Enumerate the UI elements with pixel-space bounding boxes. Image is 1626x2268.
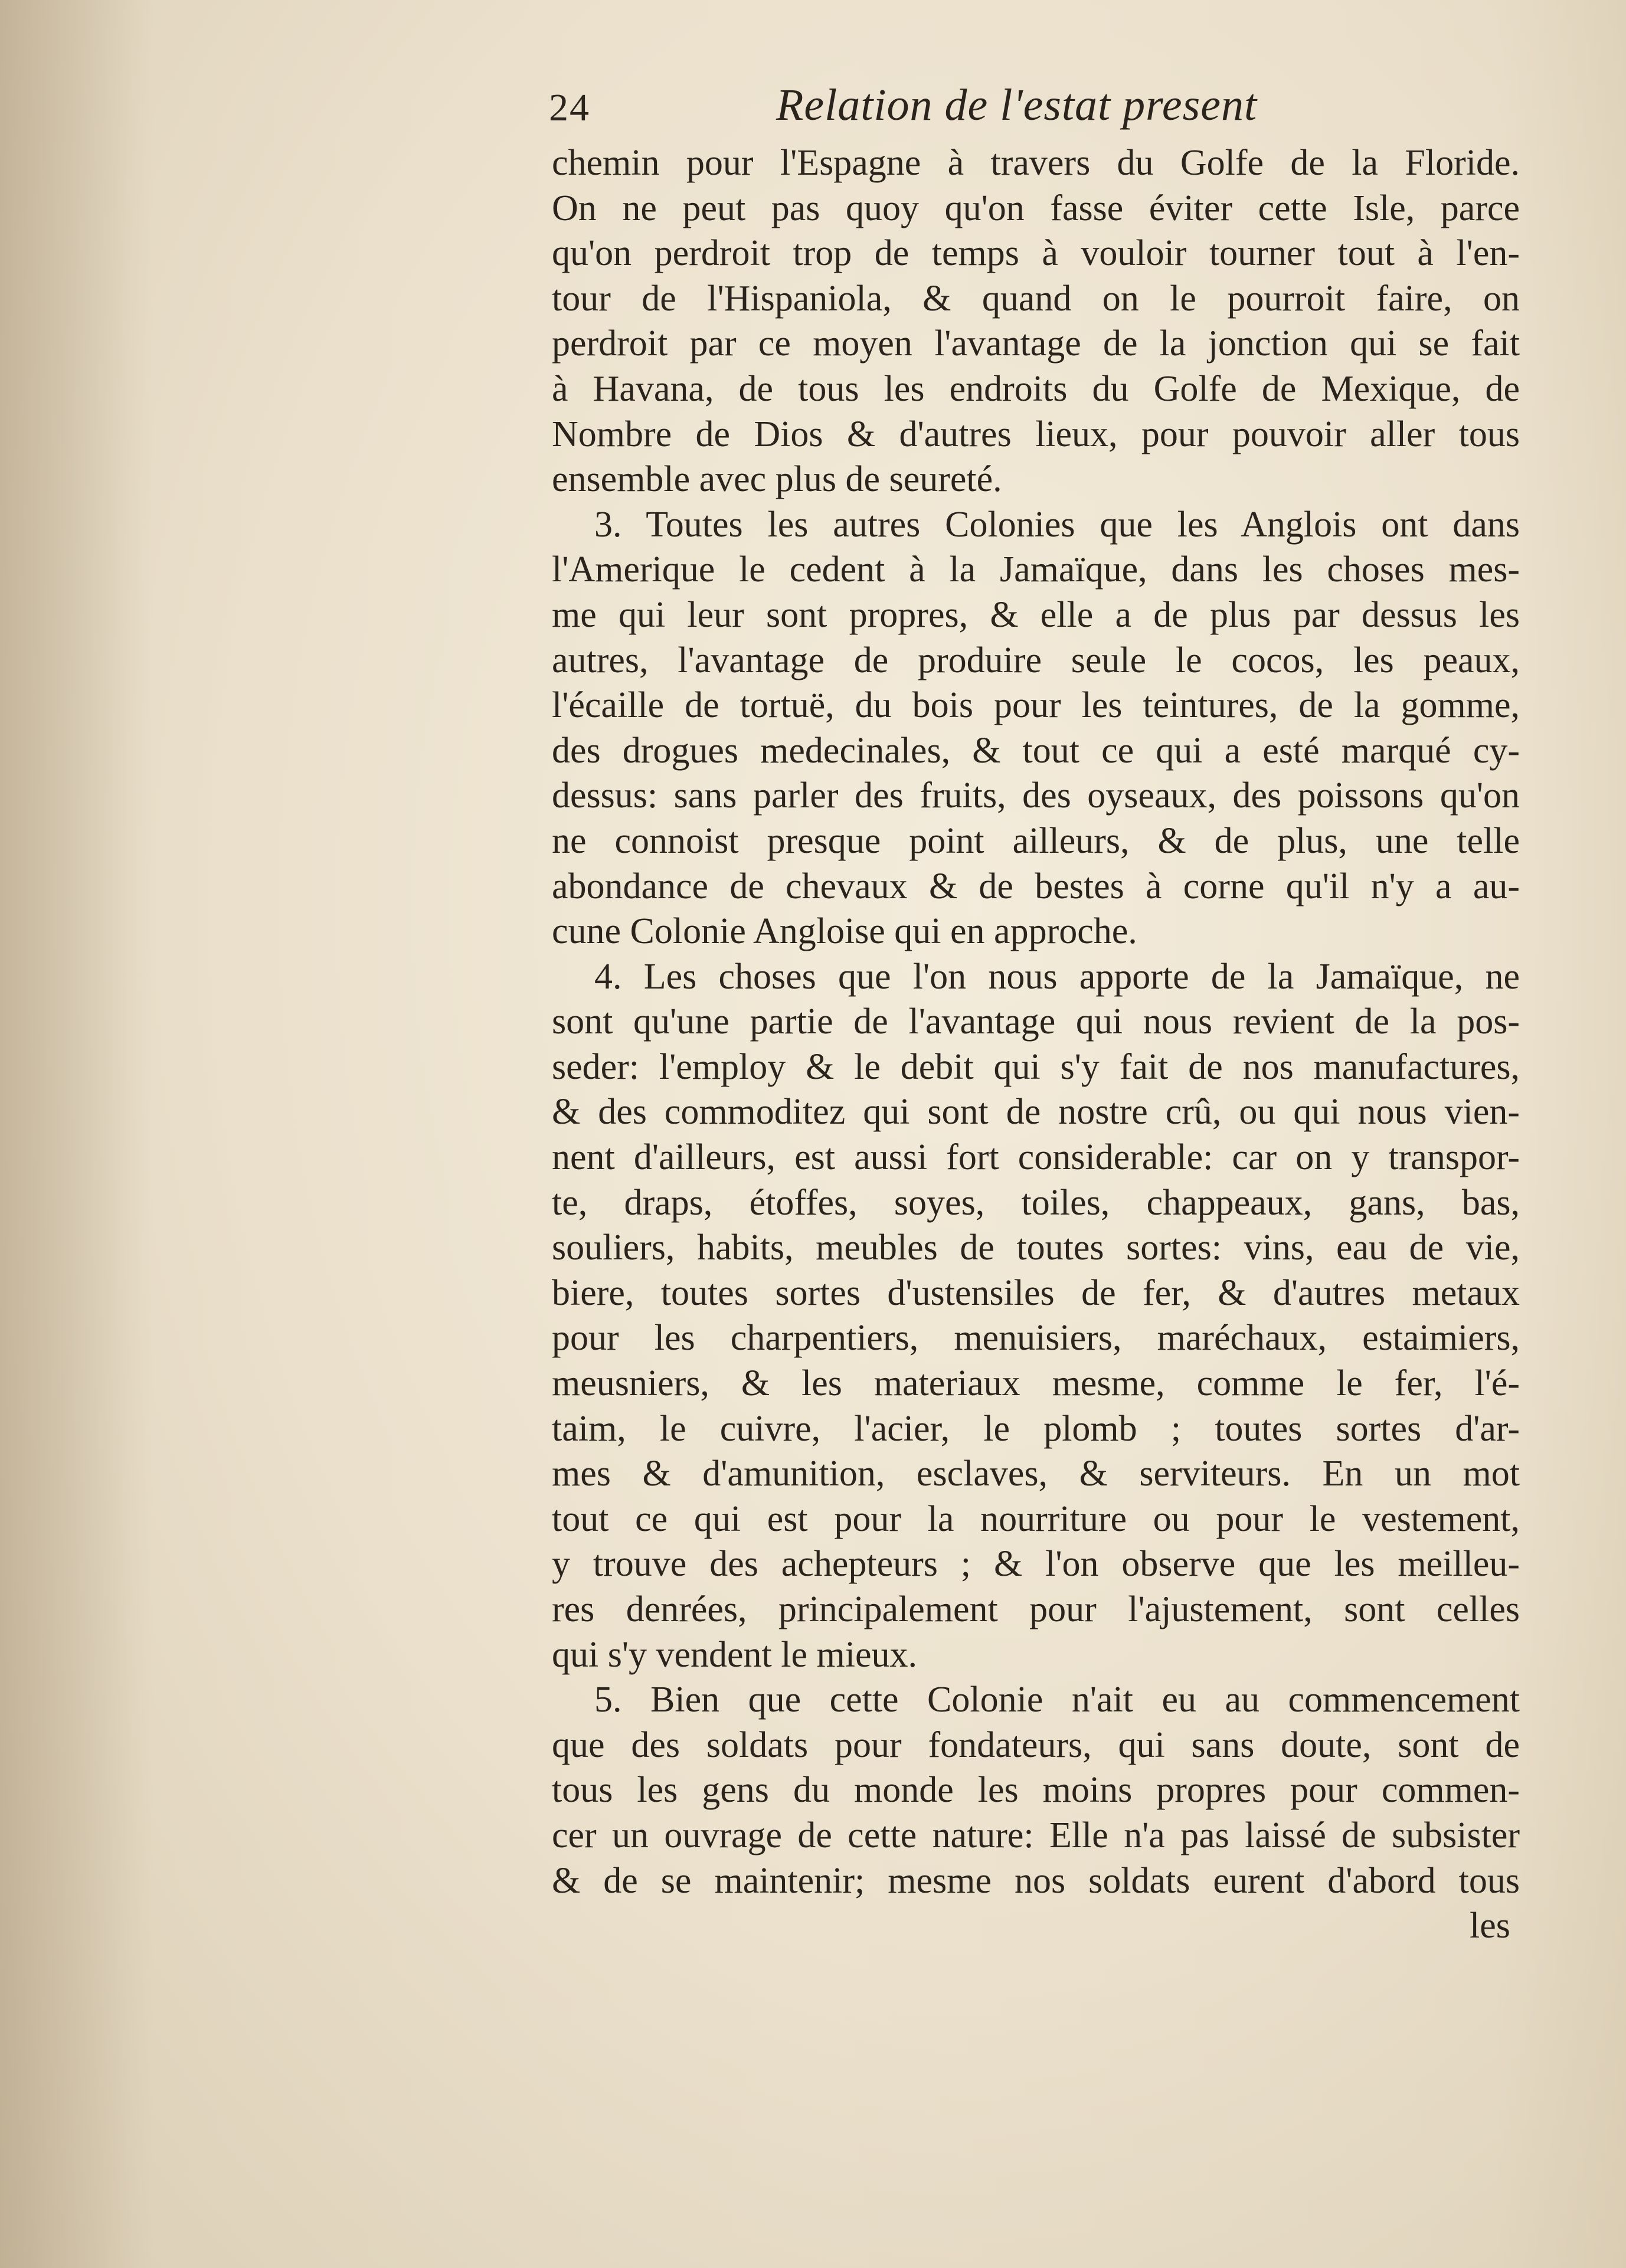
text-line: l'Amerique le cedent à la Jamaïque, dans les choses mes- — [552, 549, 1520, 590]
page-header — [549, 80, 1611, 139]
text-line: tous les gens du monde les moins propres pour commen- — [552, 1770, 1520, 1811]
text-line: que des soldats pour fondateurs, qui sans doute, sont de — [552, 1724, 1520, 1765]
text-line: à Havana, de tous les endroits du Golfe de Mexique, de — [552, 368, 1520, 409]
text-line: qu'on perdroit trop de temps à vouloir tourner tout à l'en- — [552, 233, 1520, 274]
text-line: cune Colonie Angloise qui en approche. — [552, 911, 1137, 952]
text-line: perdroit par ce moyen l'avantage de la jonction qui se fait — [552, 323, 1520, 364]
text-line: souliers, habits, meubles de toutes sortes: vins, eau de vie, — [552, 1228, 1520, 1268]
text-line: mes & d'amunition, esclaves, & serviteurs. En un mot — [552, 1454, 1520, 1494]
text-line: des drogues medecinales, & tout ce qui a esté marqué cy- — [552, 730, 1520, 771]
page-number: 24 — [549, 86, 590, 129]
binding-shadow — [0, 0, 153, 2268]
catchword: les — [1470, 1906, 1510, 1946]
text-line: taim, le cuivre, l'acier, le plomb ; toutes sortes d'ar- — [552, 1408, 1520, 1449]
text-line: l'écaille de tortuë, du bois pour les teintures, de la gomme, — [552, 685, 1520, 726]
text-line: y trouve des achepteurs ; & l'on observe que les meilleu- — [552, 1544, 1520, 1585]
text-line: res denrées, principalement pour l'ajustement, sont celles — [552, 1589, 1520, 1629]
text-line: dessus: sans parler des fruits, des oyseaux, des poissons qu'on — [552, 775, 1520, 816]
text-line: qui s'y vendent le mieux. — [552, 1634, 918, 1675]
text-line: & de se maintenir; mesme nos soldats eurent d'abord tous — [552, 1860, 1520, 1901]
paragraph-4-start: 4. Les choses que l'on nous apporte de la Jamaïque, ne — [594, 956, 1520, 997]
text-line: On ne peut pas quoy qu'on fasse éviter cette Isle, parce — [552, 188, 1520, 228]
text-line: chemin pour l'Espagne à travers du Golfe de la Floride. — [552, 143, 1520, 183]
text-line: biere, toutes sortes d'ustensiles de fer, & d'autres metaux — [552, 1272, 1520, 1313]
text-line: seder: l'employ & le debit qui s'y fait de nos manufactures, — [552, 1046, 1520, 1087]
text-line: cer un ouvrage de cette nature: Elle n'a pas laissé de subsister — [552, 1815, 1520, 1855]
paragraph-3-start: 3. Toutes les autres Colonies que les Anglois ont dans — [594, 504, 1520, 545]
text-line: ne connoist presque point ailleurs, & de plus, une telle — [552, 820, 1520, 861]
body-text — [552, 140, 1520, 1903]
text-line: sont qu'une partie de l'avantage qui nous revient de la pos- — [552, 1002, 1520, 1042]
text-line: tout ce qui est pour la nourriture ou pour le vestement, — [552, 1498, 1520, 1539]
running-head: Relation de l'estat present — [776, 80, 1258, 130]
text-line: pour les charpentiers, menuisiers, maréchaux, estaimiers, — [552, 1318, 1520, 1359]
text-line: ensemble avec plus de seureté. — [552, 459, 1002, 500]
text-line: nent d'ailleurs, est aussi fort considerable: car on y transpor- — [552, 1137, 1520, 1178]
text-line: te, draps, étoffes, soyes, toiles, chappeaux, gans, bas, — [552, 1182, 1520, 1223]
text-line: Nombre de Dios & d'autres lieux, pour pouvoir aller tous — [552, 414, 1520, 454]
text-line: meusniers, & les materiaux mesme, comme le fer, l'é- — [552, 1363, 1520, 1404]
text-line: autres, l'avantage de produire seule le cocos, les peaux, — [552, 640, 1520, 680]
paragraph-5-start: 5. Bien que cette Colonie n'ait eu au commencement — [594, 1680, 1520, 1720]
text-line: & des commoditez qui sont de nostre crû, ou qui nous vien- — [552, 1092, 1520, 1133]
text-line: abondance de chevaux & de bestes à corne qu'il n'y a au- — [552, 866, 1520, 906]
text-line: me qui leur sont propres, & elle a de plus par dessus les — [552, 594, 1520, 635]
text-line: tour de l'Hispaniola, & quand on le pourroit faire, on — [552, 278, 1520, 319]
